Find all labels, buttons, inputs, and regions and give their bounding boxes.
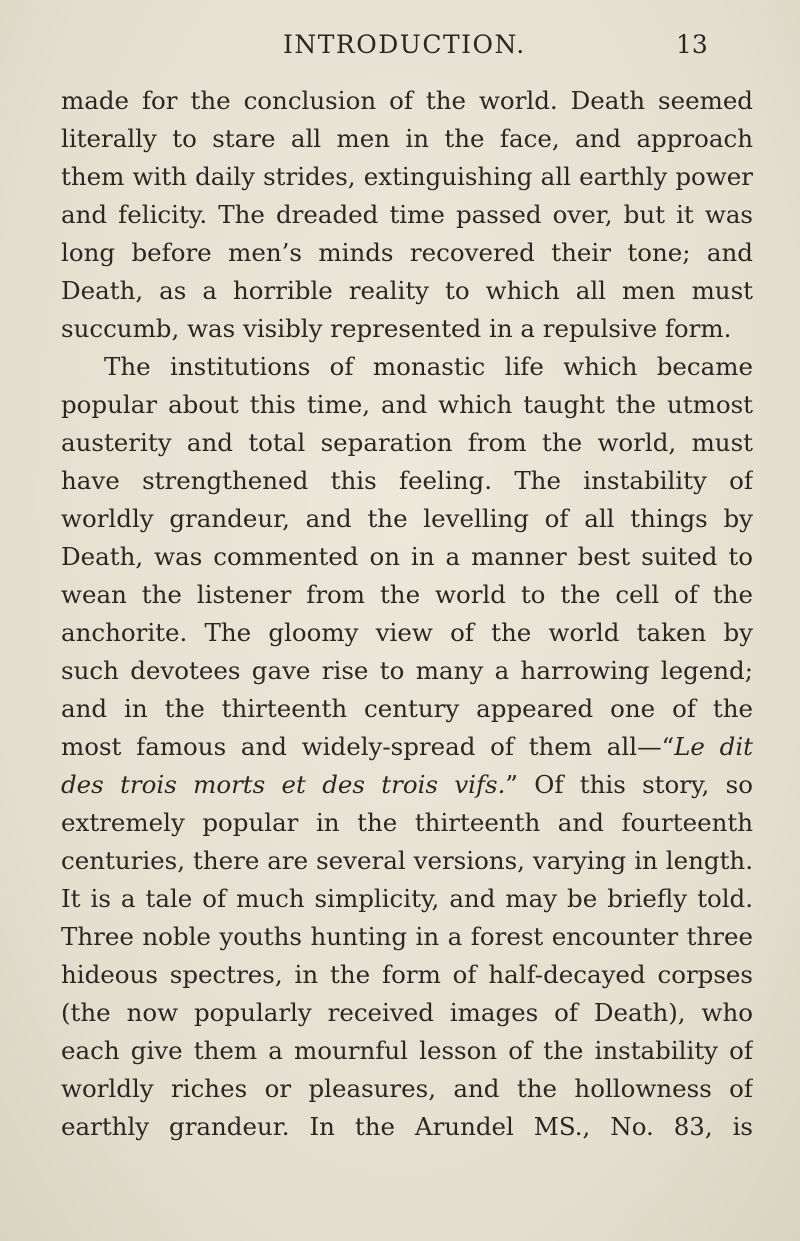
text-line: worldly grandeur, and the levelling of all things by	[61, 504, 753, 533]
text-line: anchorite. The gloomy view of the world taken by	[61, 618, 753, 647]
text-line: popular about this time, and which taught the utmost	[61, 390, 753, 419]
italic-title-segment: des trois morts et des trois vifs.	[61, 770, 506, 799]
text-line: earthly grandeur. In the Arundel MS., No. 83, is	[61, 1112, 753, 1141]
page-number: 13	[676, 30, 708, 59]
text-line: long before men’s minds recovered their tone; and	[61, 238, 753, 267]
text-line: centuries, there are several versions, varying in length.	[61, 846, 753, 875]
text-line: austerity and total separation from the world, must	[61, 428, 753, 457]
text-line: extremely popular in the thirteenth and fourteenth	[61, 808, 753, 837]
text-line: made for the conclusion of the world. Death seemed	[61, 86, 753, 115]
text-line-with-title	[61, 766, 753, 804]
text-segment: most famous and widely-spread of them all—“	[61, 732, 675, 761]
text-line: such devotees gave rise to many a harrowing legend;	[61, 656, 753, 685]
paragraph-first-line: The institutions of monastic life which became	[104, 352, 753, 381]
text-line: Death, as a horrible reality to which all men must	[61, 276, 753, 305]
text-line: Death, was commented on in a manner best suited to	[61, 542, 753, 571]
text-line: (the now popularly received images of Death), who	[61, 998, 753, 1027]
text-line: succumb, was visibly represented in a repulsive form.	[61, 314, 732, 343]
text-segment: ” Of this story, so	[505, 770, 753, 799]
text-line-with-title	[61, 728, 753, 766]
text-line: and felicity. The dreaded time passed over, but it was	[61, 200, 753, 229]
text-line: worldly riches or pleasures, and the hollowness of	[61, 1074, 753, 1103]
text-line: Three noble youths hunting in a forest encounter three	[61, 922, 753, 951]
text-line: literally to stare all men in the face, and approach	[61, 124, 753, 153]
text-line: them with daily strides, extinguishing all earthly power	[61, 162, 753, 191]
text-line: hideous spectres, in the form of half-decayed corpses	[61, 960, 753, 989]
text-line: wean the listener from the world to the cell of the	[61, 580, 753, 609]
running-title: INTRODUCTION.	[283, 30, 526, 59]
text-line: It is a tale of much simplicity, and may be briefly told.	[61, 884, 753, 913]
running-head	[0, 30, 800, 64]
text-line: have strengthened this feeling. The instability of	[61, 466, 753, 495]
text-line: each give them a mournful lesson of the instability of	[61, 1036, 753, 1065]
text-line: and in the thirteenth century appeared one of the	[61, 694, 753, 723]
italic-title-segment: Le dit	[674, 732, 753, 761]
